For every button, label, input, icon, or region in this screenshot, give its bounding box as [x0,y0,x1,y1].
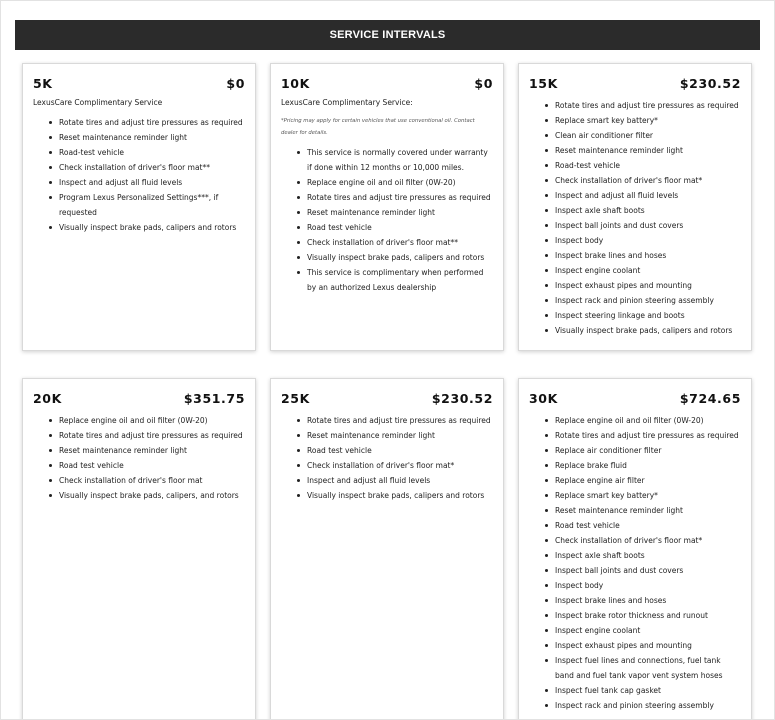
service-item: Check installation of driver's floor mat* [555,173,741,188]
mileage-label: 15K [529,75,558,91]
service-item: Inspect exhaust pipes and mounting [555,278,741,293]
service-item: Reset maintenance reminder light [307,428,493,443]
service-item: Check installation of driver's floor mat** [307,235,493,250]
service-item: Inspect exhaust pipes and mounting [555,638,741,653]
service-item: Inspect brake lines and hoses [555,593,741,608]
price-label: $230.52 [431,390,493,406]
service-item: Road test vehicle [307,443,493,458]
service-item: Inspect ball joints and dust covers [555,218,741,233]
service-item: Replace engine oil and oil filter (0W-20) [307,175,493,190]
service-item: Reset maintenance reminder light [555,143,741,158]
interval-card-5k [22,63,256,351]
service-list [281,413,493,503]
service-item: Road test vehicle [59,458,245,473]
card-intro: LexusCare Complimentary Service [33,98,163,107]
service-item: Reset maintenance reminder light [307,205,493,220]
service-item: Visually inspect brake pads, calipers and rotors [307,488,493,503]
price-label: $230.52 [679,75,741,91]
service-item: Check installation of driver's floor mat* [307,458,493,473]
service-item: Inspect fuel tank cap gasket [555,683,741,698]
service-item: Reset maintenance reminder light [59,130,245,145]
service-item: Road-test vehicle [59,145,245,160]
section-title: SERVICE INTERVALS [329,29,446,41]
price-label: $0 [474,75,493,91]
service-item: Visually inspect brake pads, calipers, and rotors [59,488,245,503]
interval-card-20k [22,378,256,720]
service-item: Inspect rack and pinion steering assembly [555,698,741,713]
service-item: Inspect and adjust all fluid levels [307,473,493,488]
service-list [529,98,741,338]
service-list [281,145,493,295]
service-item: Road test vehicle [307,220,493,235]
interval-card-30k [518,378,752,720]
service-item: Rotate tires and adjust tire pressures as required [59,428,245,443]
interval-card-10k [270,63,504,351]
service-item: Clean air conditioner filter [555,128,741,143]
service-item: Inspect axle shaft boots [555,548,741,563]
service-item: Inspect fuel lines and connections, fuel tank band and fuel tank vapor vent system hoses [555,653,741,683]
price-label: $351.75 [183,390,245,406]
pricing-note: *Pricing may apply for certain vehicles that use conventional oil. Contact dealer for details. [281,118,475,136]
service-item: Replace engine oil and oil filter (0W-20) [555,413,741,428]
service-item: Rotate tires and adjust tire pressures as required [555,98,741,113]
service-list [33,413,245,503]
service-item: Replace engine oil and oil filter (0W-20) [59,413,245,428]
service-list [33,115,245,235]
service-item: Reset maintenance reminder light [59,443,245,458]
service-item: Replace brake fluid [555,458,741,473]
card-intro: LexusCare Complimentary Service: [281,98,413,107]
service-item: Road test vehicle [555,518,741,533]
service-item: Inspect brake lines and hoses [555,248,741,263]
service-item: Check installation of driver's floor mat [59,473,245,488]
service-item: Inspect body [555,578,741,593]
service-item: Inspect rack and pinion steering assembly [555,293,741,308]
service-item: Reset maintenance reminder light [555,503,741,518]
section-header [15,20,760,50]
service-item: Visually inspect brake pads, calipers and rotors [59,220,245,235]
service-item: Replace engine air filter [555,473,741,488]
service-item: Replace smart key battery* [555,488,741,503]
interval-card-25k [270,378,504,720]
service-item: Inspect and adjust all fluid levels [59,175,245,190]
service-item: Inspect engine coolant [555,263,741,278]
mileage-label: 30K [529,390,558,406]
mileage-label: 10K [281,75,310,91]
service-item: This service is complimentary when performed by an authorized Lexus dealership [307,265,493,295]
service-item: Inspect axle shaft boots [555,203,741,218]
service-item: Inspect steering linkage and boots [555,308,741,323]
service-item: Rotate tires and adjust tire pressures as required [307,413,493,428]
mileage-label: 5K [33,75,53,91]
service-item: Visually inspect brake pads, calipers and rotors [555,323,741,338]
service-item: This service is normally covered under warranty if done within 12 months or 10,000 miles. [307,145,493,175]
service-item: Program Lexus Personalized Settings***, if requested [59,190,245,220]
service-item: Replace smart key battery* [555,113,741,128]
service-item: Rotate tires and adjust tire pressures as required [555,428,741,443]
service-item: Inspect and adjust all fluid levels [555,188,741,203]
mileage-label: 20K [33,390,62,406]
service-item: Road-test vehicle [555,158,741,173]
service-item: Inspect brake rotor thickness and runout [555,608,741,623]
service-item: Rotate tires and adjust tire pressures as required [59,115,245,130]
mileage-label: 25K [281,390,310,406]
service-item: Replace air conditioner filter [555,443,741,458]
service-item: Visually inspect brake pads, calipers and rotors [307,250,493,265]
service-item: Check installation of driver's floor mat** [59,160,245,175]
service-list [529,413,741,713]
service-item: Inspect body [555,233,741,248]
service-item: Check installation of driver's floor mat* [555,533,741,548]
service-item: Inspect engine coolant [555,623,741,638]
price-label: $0 [226,75,245,91]
price-label: $724.65 [679,390,741,406]
service-item: Rotate tires and adjust tire pressures as required [307,190,493,205]
interval-card-15k [518,63,752,351]
service-item: Inspect ball joints and dust covers [555,563,741,578]
